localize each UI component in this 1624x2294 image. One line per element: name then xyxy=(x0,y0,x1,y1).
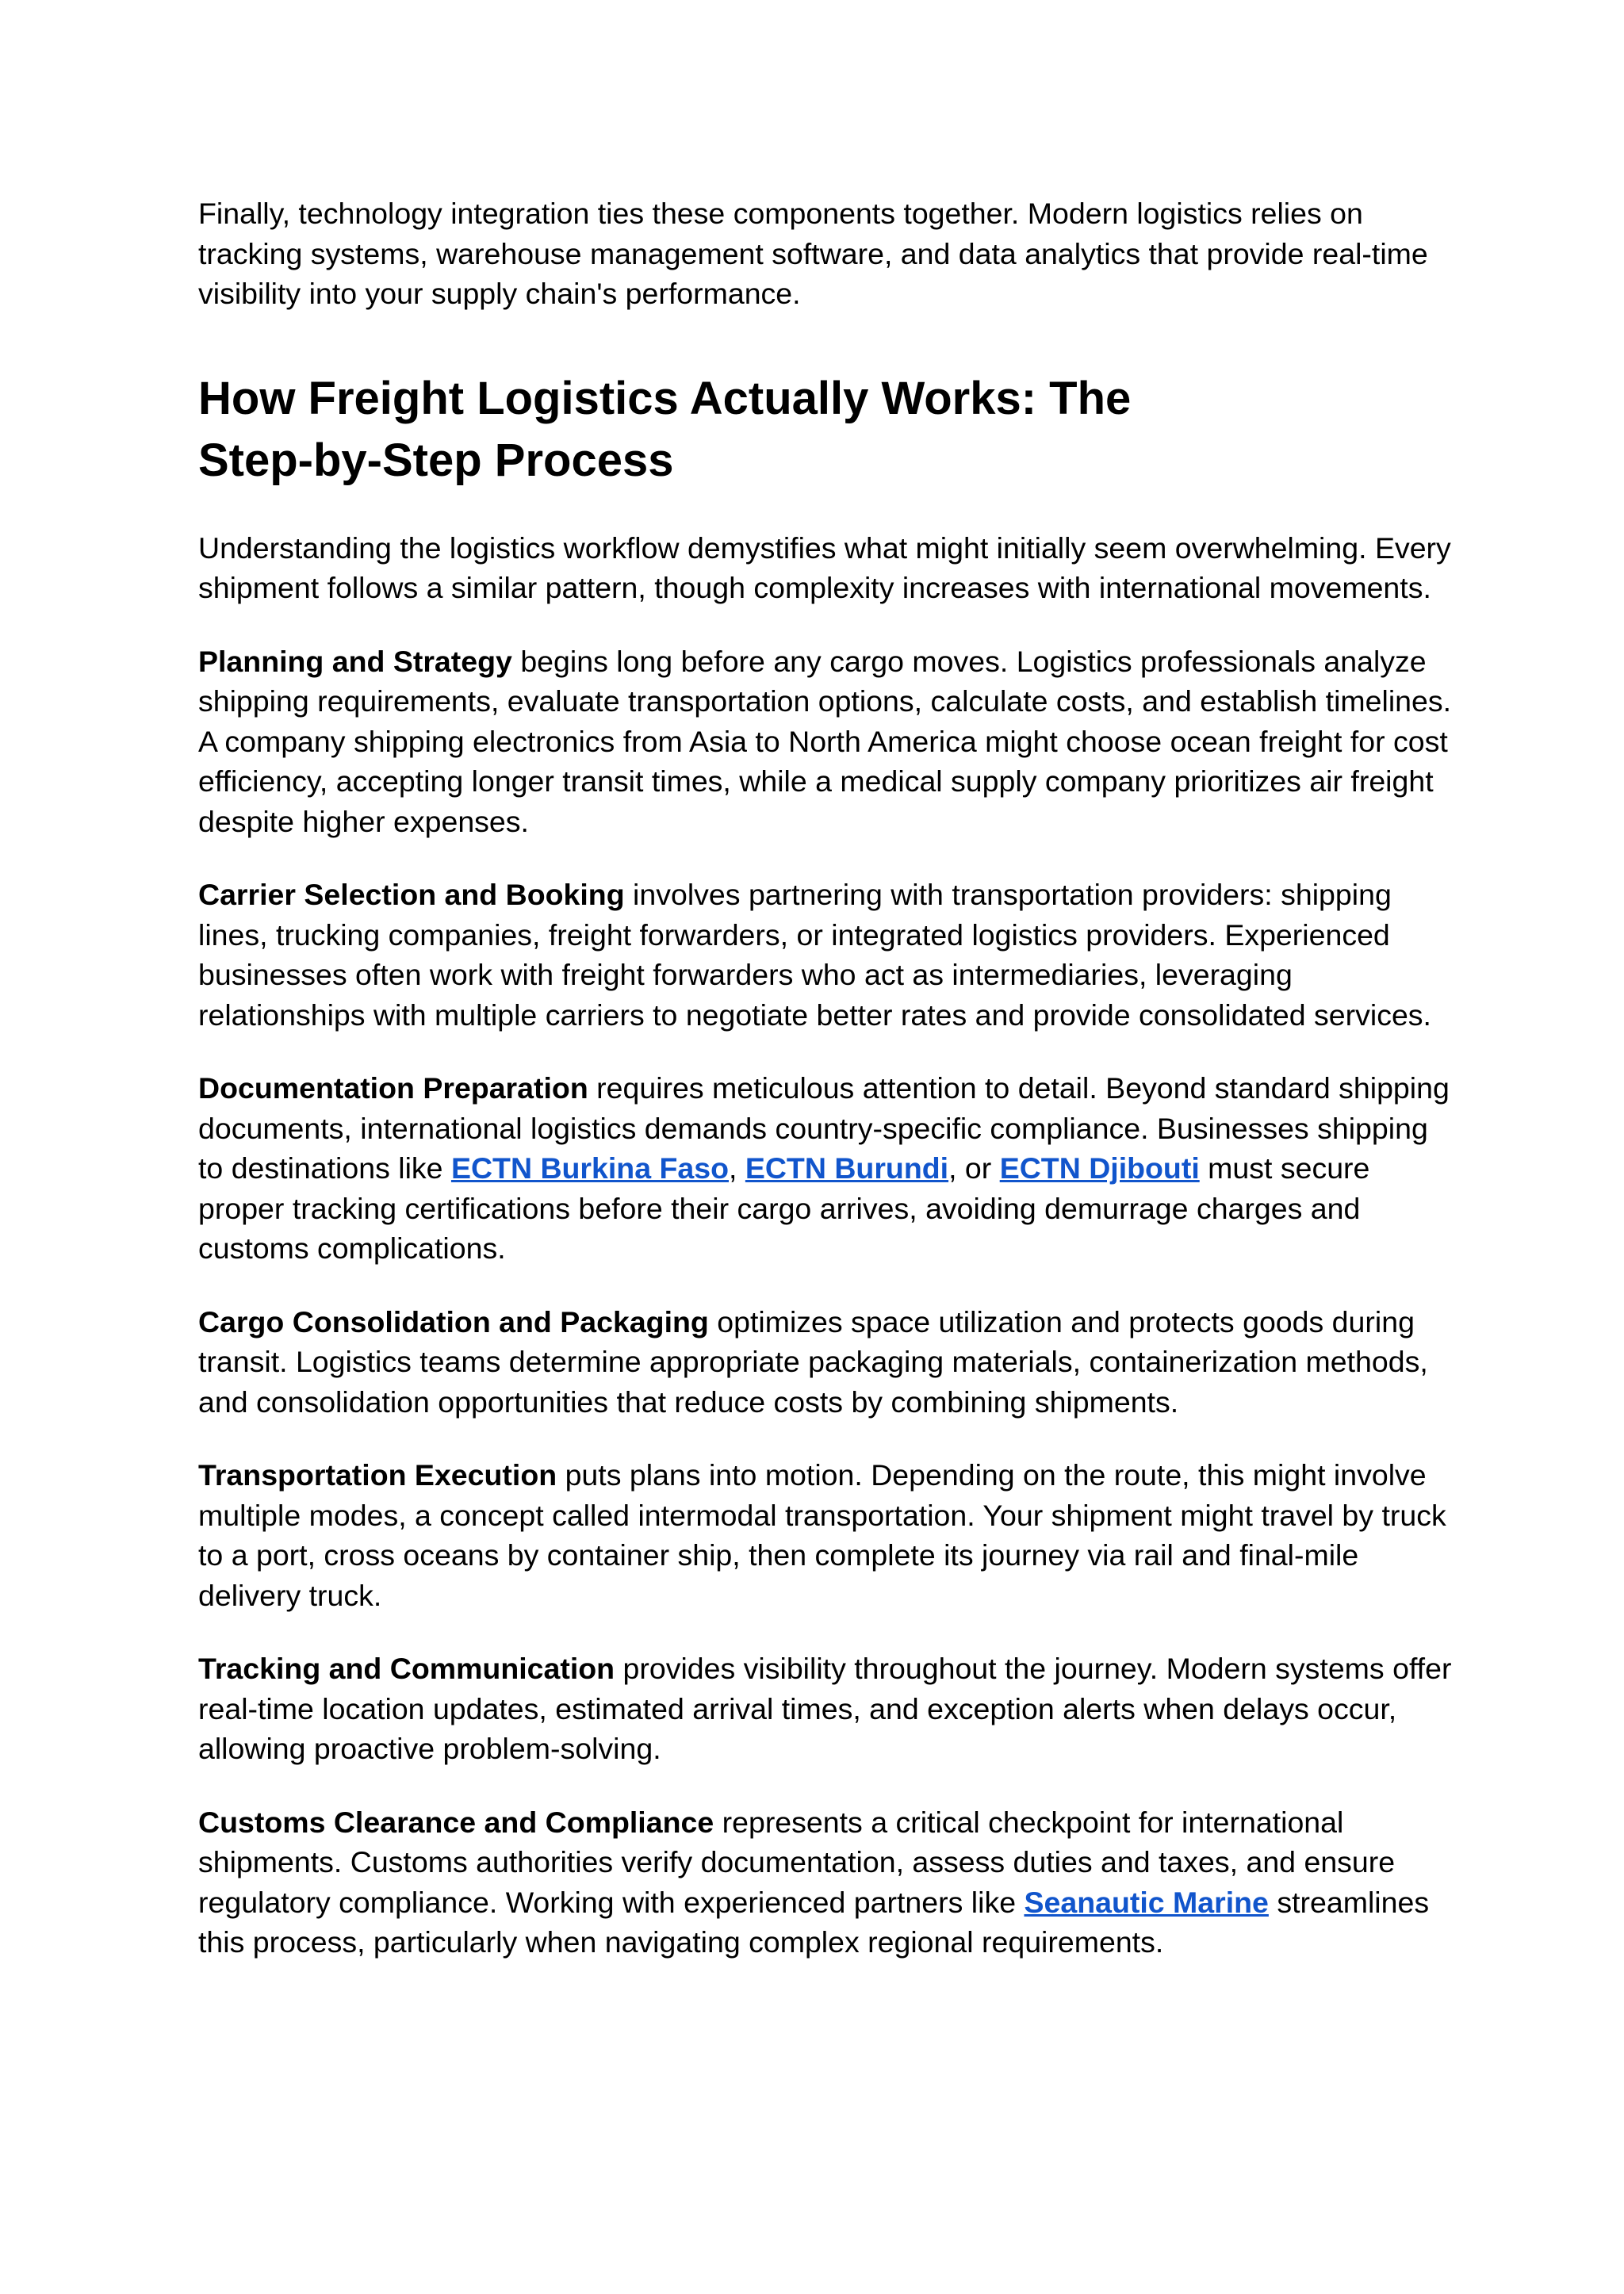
customs-paragraph xyxy=(198,1802,1459,1963)
intro-paragraph: Finally, technology integration ties these components together. Modern logistics relies on tracking systems, warehouse management software, and data analytics that provide real-time visibility into your supply chain's performance. xyxy=(198,197,1428,310)
planning-paragraph xyxy=(198,641,1459,842)
planning-body: begins long before any cargo moves. Logistics professionals analyze shipping requirements, evaluate transportation options, calculate costs, and establish timelines. A company shipping electronics from Asia to North America might choose ocean freight for cost efficiency, accepting longer transit times, while a medical supply company prioritizes air freight despite higher expenses. xyxy=(198,644,1452,838)
consolidation-paragraph xyxy=(198,1302,1459,1423)
documentation-body-after: must secure proper tracking certifications before their cargo arrives, avoiding demurrage charges and customs complications. xyxy=(198,1151,1370,1265)
ectn-djibouti-link[interactable]: ECTN Djibouti xyxy=(999,1151,1200,1185)
carrier-paragraph xyxy=(198,875,1459,1035)
tracking-paragraph xyxy=(198,1649,1459,1769)
transportation-title: Transportation Execution xyxy=(198,1458,557,1492)
documentation-body-before: requires meticulous attention to detail. Beyond standard shipping documents, international logistics demands country-specific compliance. Businesses shipping to destinations like xyxy=(198,1071,1450,1185)
carrier-body: involves partnering with transportation providers: shipping lines, trucking companies, freight forwarders, or integrated logistics providers. Experienced businesses often work with freight forwarders who act as intermediaries, leveraging relationships with multiple carriers to negotiate better rates and provide consolidated services. xyxy=(198,878,1431,1032)
customs-body-before: represents a critical checkpoint for international shipments. Customs authorities verify documentation, assess duties and taxes, and ensure regulatory compliance. Working with experienced partners like xyxy=(198,1805,1396,1919)
transportation-body: puts plans into motion. Depending on the route, this might involve multiple modes, a concept called intermodal transportation. Your shipment might travel by truck to a port, cross oceans by container ship, then complete its journey via rail and final-mile delivery truck. xyxy=(198,1458,1446,1612)
tracking-body: provides visibility throughout the journey. Modern systems offer real-time location updates, estimated arrival times, and exception alerts when delays occur, allowing proactive problem-solving. xyxy=(198,1652,1452,1765)
consolidation-title: Cargo Consolidation and Packaging xyxy=(198,1304,709,1338)
ectn-burundi-link[interactable]: ECTN Burundi xyxy=(745,1151,949,1185)
seanautic-marine-link[interactable]: Seanautic Marine xyxy=(1024,1885,1269,1919)
documentation-sep-1: , xyxy=(729,1151,745,1185)
planning-title: Planning and Strategy xyxy=(198,644,512,678)
documentation-sep-2: , or xyxy=(948,1151,1000,1185)
overview-paragraph: Understanding the logistics workflow demystifies what might initially seem overwhelming. Every shipment follows a similar pattern, though complexity increases with international movements. xyxy=(198,530,1451,604)
document-page xyxy=(198,193,1459,1996)
tracking-title: Tracking and Communication xyxy=(198,1652,615,1685)
ectn-burkina-faso-link[interactable]: ECTN Burkina Faso xyxy=(450,1151,729,1185)
customs-body-after: streamlines this process, particularly when navigating complex regional requirements. xyxy=(198,1885,1430,1959)
documentation-title: Documentation Preparation xyxy=(198,1071,588,1105)
section-heading: How Freight Logistics Actually Works: The Step-by-Step Process xyxy=(198,372,1132,486)
documentation-paragraph xyxy=(198,1068,1459,1269)
customs-title: Customs Clearance and Compliance xyxy=(198,1805,714,1839)
transportation-paragraph xyxy=(198,1455,1459,1615)
consolidation-body: optimizes space utilization and protects goods during transit. Logistics teams determine appropriate packaging materials, containerization methods, and consolidation opportunities that reduce costs by combining shipments. xyxy=(198,1304,1428,1419)
carrier-title: Carrier Selection and Booking xyxy=(198,878,625,911)
